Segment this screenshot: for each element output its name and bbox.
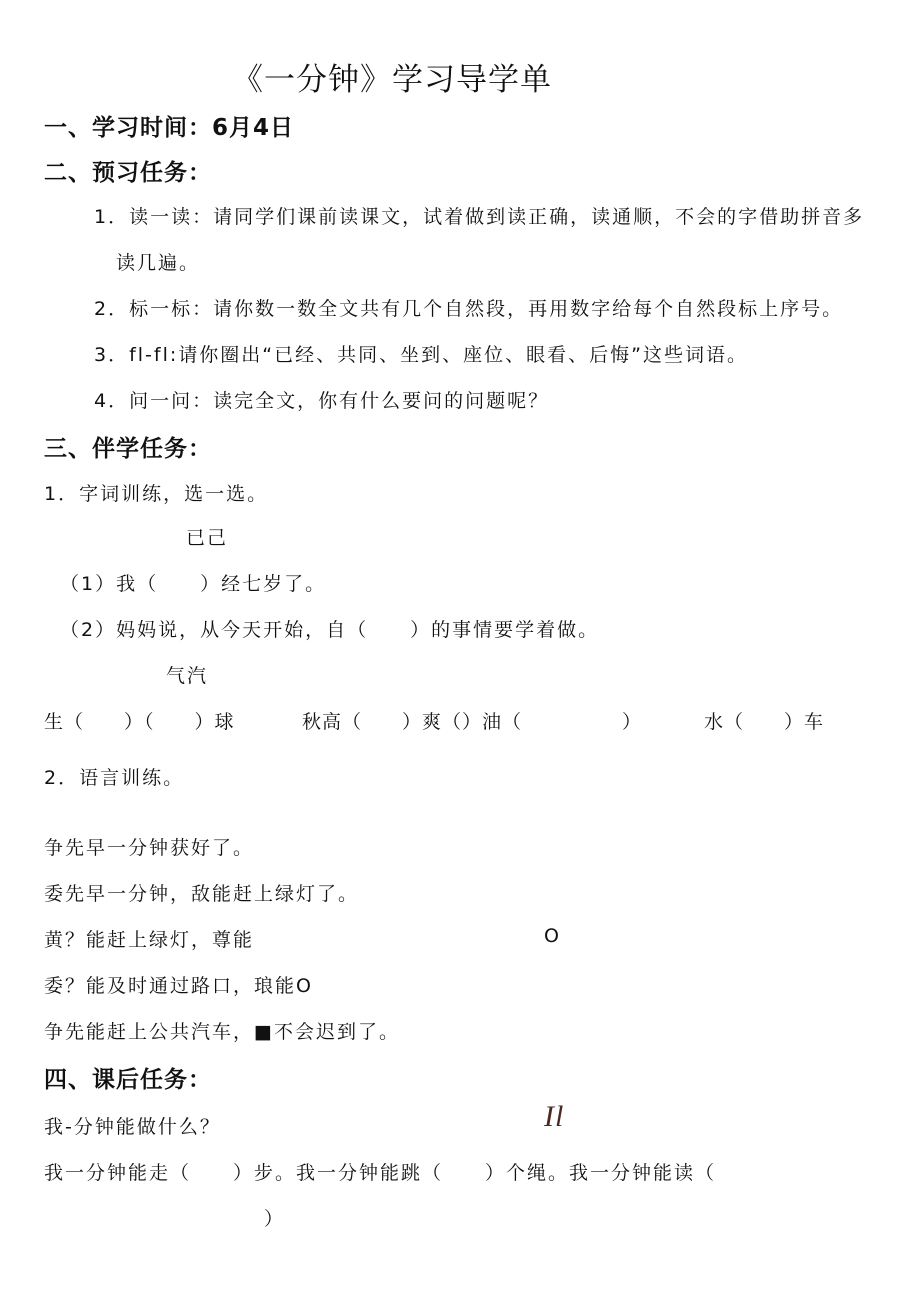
section-companion-heading: 三、伴学任务： — [44, 436, 212, 462]
fill-item-4: 水（ ）车 — [704, 711, 825, 733]
handwritten-mark: Il — [544, 1100, 565, 1133]
after-class-question: 我-分钟能做什么？ — [44, 1116, 221, 1138]
preview-item-1-cont: 读几遍。 — [116, 252, 201, 274]
task1-label: 1．字词训练，选一选。 — [44, 483, 269, 505]
char-pair-1: 已己 — [186, 527, 229, 549]
page-title: 《一分钟》学习导学单 — [232, 62, 552, 98]
practice-line-1: 争先早一分钟获好了。 — [44, 837, 255, 859]
after-class-line-1: 我一分钟能走（ ）步。我一分钟能跳（ ）个绳。我一分钟能读（ — [44, 1162, 717, 1184]
fill-item-3: （）油（ ） — [442, 711, 643, 733]
question-2: （2）妈妈说，从今天开始，自（ ）的事情要学着做。 — [60, 619, 600, 641]
question-1: （1）我（ ）经七岁了。 — [60, 573, 327, 595]
section-after-class-heading: 四、课后任务： — [44, 1067, 212, 1093]
fill-item-2: 秋高（ ）爽 — [302, 711, 443, 733]
preview-item-2: 2．标一标：请你数一数全文共有几个自然段，再用数字给每个自然段标上序号。 — [94, 298, 844, 320]
practice-line-2: 委先早一分钟，敌能赶上绿灯了。 — [44, 883, 360, 905]
practice-line-3: 黄？能赶上绿灯，尊能 — [44, 929, 255, 951]
after-class-line-2: ） — [264, 1208, 286, 1230]
practice-line-5: 争先能赶上公共汽车，■不会迟到了。 — [44, 1021, 400, 1043]
preview-item-1: 1．读一读：请同学们课前读课文，试着做到读正确，读通顺，不会的字借助拼音多 — [94, 206, 865, 228]
preview-item-4: 4．问一问：读完全文，你有什么要问的问题呢？ — [94, 390, 550, 412]
practice-line-3-end: O — [544, 925, 561, 947]
char-pair-2: 气汽 — [166, 665, 209, 687]
section-preview-heading: 二、预习任务： — [44, 160, 212, 186]
task2-label: 2．语言训练。 — [44, 767, 185, 789]
fill-item-1: 生（ ）（ ）球 — [44, 711, 235, 733]
practice-line-4: 委？能及时通过路口，琅能O — [44, 975, 313, 997]
preview-item-3: 3．fl-fl:请你圈出“已经、共同、坐到、座位、眼看、后悔”这些词语。 — [94, 344, 748, 366]
section-study-time-heading: 一、学习时间：6月4日 — [44, 115, 295, 141]
